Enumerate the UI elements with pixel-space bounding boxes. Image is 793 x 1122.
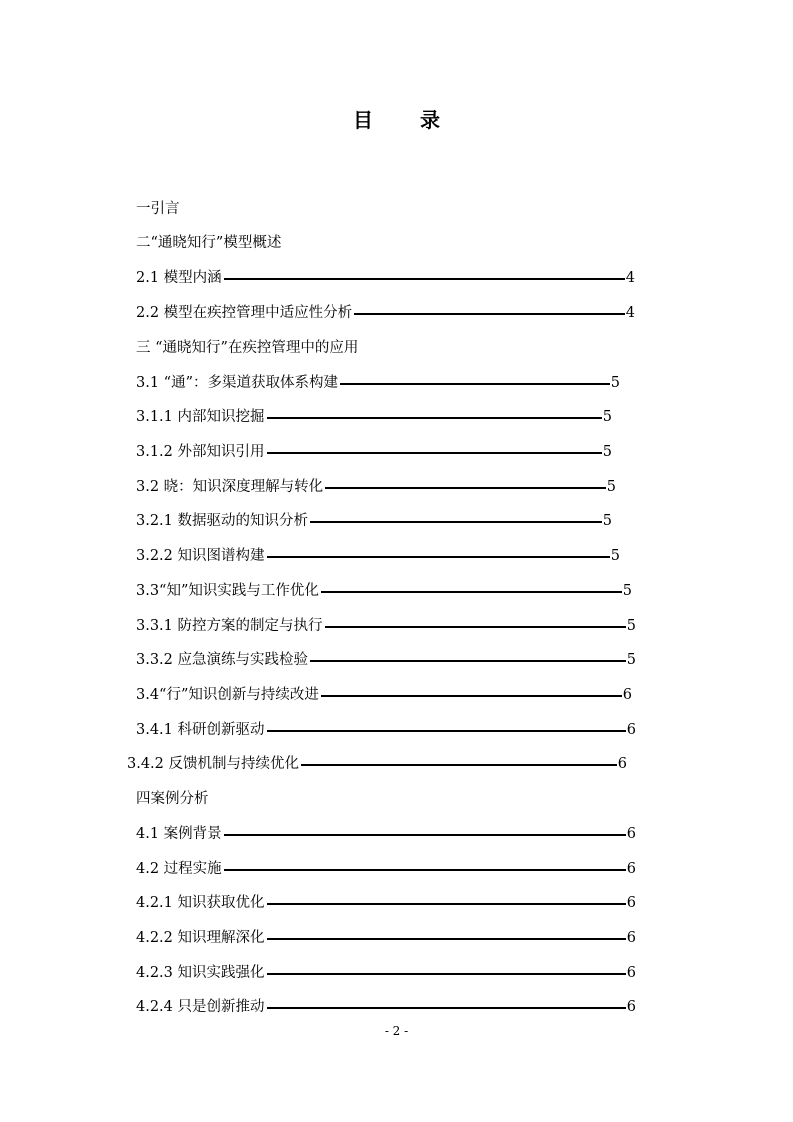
toc-entry-label: 4.2 过程实施 (136, 861, 222, 877)
toc-entry-label: 3.1.2 外部知识引用 (136, 444, 265, 460)
toc-entry[interactable] (136, 230, 281, 256)
toc-entry[interactable] (136, 578, 632, 604)
toc-leader-line (321, 695, 622, 697)
toc-entry[interactable] (136, 335, 358, 361)
toc-entry[interactable] (136, 717, 636, 743)
toc-page-number: 5 (610, 548, 620, 564)
toc-entry-label: 4.2.3 知识实践强化 (136, 965, 265, 981)
toc-entry-label: 4.2.1 知识获取优化 (136, 895, 265, 911)
toc-entry[interactable] (136, 821, 636, 847)
toc-entry[interactable] (136, 300, 635, 326)
toc-entry[interactable] (136, 960, 636, 986)
toc-entry-label: 3.4“行”知识创新与持续改进 (136, 687, 319, 703)
page-number-footer: - 2 - (384, 1024, 409, 1038)
toc-entry-label: 3.2.2 知识图谱构建 (136, 548, 265, 564)
toc-entry[interactable] (136, 196, 180, 222)
toc-entry-label: 3.2.1 数据驱动的知识分析 (136, 513, 309, 529)
toc-entry[interactable] (136, 439, 612, 465)
toc-page-number: 6 (626, 895, 636, 911)
toc-entry[interactable] (136, 543, 620, 569)
toc-entry-label: 2.2 模型在疾控管理中适应性分析 (136, 305, 353, 321)
toc-entry-label: 3.4.2 反馈机制与持续优化 (127, 756, 300, 772)
toc-entry-label: 一引言 (136, 201, 180, 217)
toc-entry-label: 4.2.2 知识理解深化 (136, 930, 265, 946)
toc-entry-label: 三 “通晓知行”在疾控管理中的应用 (136, 340, 359, 356)
toc-leader-line (267, 903, 626, 905)
toc-page-number: 6 (622, 687, 632, 703)
toc-entry[interactable] (136, 404, 612, 430)
toc-leader-line (267, 973, 626, 975)
toc-leader-line (267, 417, 602, 419)
toc-leader-line (224, 869, 626, 871)
toc-entry-label: 四案例分析 (136, 791, 209, 807)
toc-leader-line (301, 764, 617, 766)
toc-entry[interactable] (136, 682, 632, 708)
toc-entry[interactable] (136, 786, 209, 812)
toc-entry-label: 二“通晓知行”模型概述 (136, 235, 282, 251)
toc-leader-line (325, 626, 626, 628)
toc-entry-label: 3.3.2 应急演练与实践检验 (136, 652, 309, 668)
toc-leader-line (267, 730, 626, 732)
toc-entry-label: 4.1 案例背景 (136, 826, 222, 842)
toc-page-number: 6 (626, 965, 636, 981)
toc-page-number: 5 (602, 409, 612, 425)
toc-page-number: 6 (626, 999, 636, 1015)
toc-leader-line (267, 452, 602, 454)
toc-entry-label: 3.2 晓：知识深度理解与转化 (136, 479, 324, 495)
toc-page-number: 5 (602, 444, 612, 460)
toc-page-number: 5 (610, 375, 620, 391)
toc-leader-line (325, 487, 606, 489)
toc-page-number: 5 (626, 618, 636, 634)
toc-entry-label: 2.1 模型内涵 (136, 270, 222, 286)
toc-leader-line (310, 660, 626, 662)
toc-leader-line (310, 521, 602, 523)
page-title: 目 录 (353, 108, 460, 132)
toc-entry[interactable] (136, 925, 636, 951)
toc-entry[interactable] (136, 508, 612, 534)
toc-entry[interactable] (136, 856, 636, 882)
toc-entry[interactable] (136, 265, 635, 291)
toc-leader-line (321, 591, 622, 593)
toc-page-number: 5 (626, 652, 636, 668)
toc-entry-label: 4.2.4 只是创新推动 (136, 999, 265, 1015)
toc-leader-line (224, 834, 626, 836)
toc-entry-label: 3.3“知”知识实践与工作优化 (136, 583, 319, 599)
toc-page-number: 4 (625, 270, 635, 286)
toc-entry[interactable] (136, 474, 616, 500)
toc-entry[interactable] (136, 647, 636, 673)
toc-leader-line (354, 313, 625, 315)
toc-entry-label: 3.4.1 科研创新驱动 (136, 722, 265, 738)
toc-entry-label: 3.3.1 防控方案的制定与执行 (136, 618, 323, 634)
toc-page-number: 5 (602, 513, 612, 529)
toc-page-number: 5 (622, 583, 632, 599)
toc-page-number: 6 (626, 930, 636, 946)
toc-entry-label: 3.1.1 内部知识挖掘 (136, 409, 265, 425)
toc-entry-label: 3.1 “通”：多渠道获取体系构建 (136, 375, 338, 391)
toc-leader-line (340, 383, 610, 385)
toc-page-number: 6 (626, 722, 636, 738)
toc-leader-line (224, 278, 625, 280)
toc-entry[interactable] (136, 994, 636, 1020)
toc-page-number: 4 (625, 305, 635, 321)
toc-page-number: 5 (606, 479, 616, 495)
toc-page-number: 6 (617, 756, 627, 772)
toc-entry[interactable] (136, 890, 636, 916)
toc-page-number: 6 (626, 826, 636, 842)
toc-leader-line (267, 1007, 626, 1009)
toc-entry[interactable] (136, 613, 636, 639)
toc-leader-line (267, 556, 610, 558)
toc-page-number: 6 (626, 861, 636, 877)
toc-leader-line (267, 938, 626, 940)
toc-entry[interactable] (127, 751, 627, 777)
toc-entry[interactable] (136, 370, 620, 396)
